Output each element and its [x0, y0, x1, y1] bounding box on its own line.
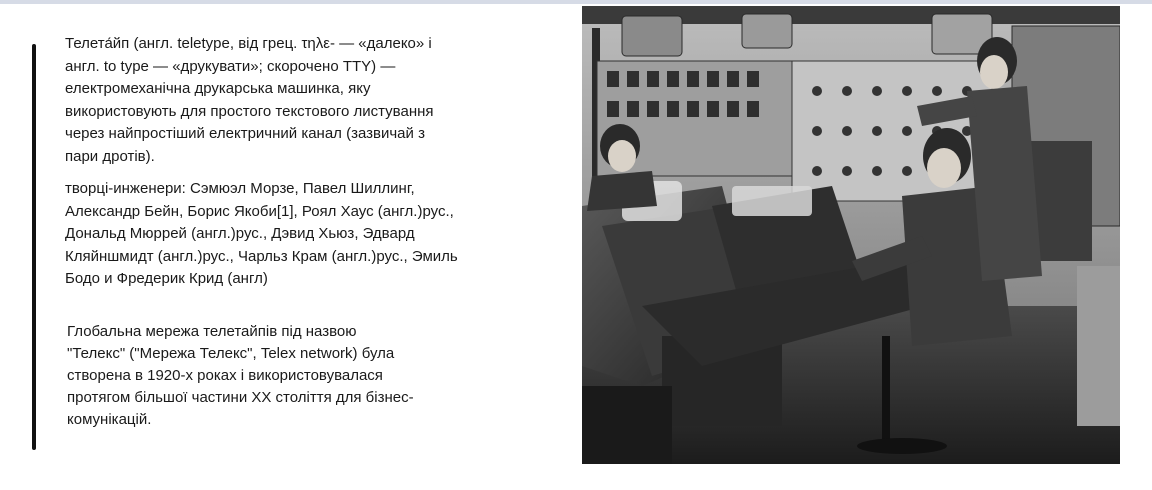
inventors-paragraph: творці-инженери: Сэмюэл Морзе, Павел Шиллинг, Александр Бейн, Борис Якоби[1], Роял Хаус (англ.)рус., Дональд Мюррей (англ.)рус., Дэвид Хьюз, Эдвард Кляйншмидт (англ.)рус., Чарльз Крам (англ.)рус., Эмиль Бодо и Фредерик Крид (англ)	[65, 180, 458, 287]
left-vertical-rule	[32, 44, 36, 450]
telex-paragraph: Глобальна мережа телетайпів під назвою "Телекс" ("Мережа Телекс", Telex network) була створена в 1920-х роках і використовувалася протягом більшої частини XX століття для бізнес- комунікацій.	[67, 323, 414, 428]
definition-paragraph: Телета́йп (англ. teletype, від грец. τηλε- — «далеко» і англ. to type — «друкувати»; скорочено TTY) — електромеханічна друкарська машинка, яку використовують для простого текстового листування через найпростіший електричний канал (зазвичай з пари дротів).	[65, 35, 434, 165]
teletype-operators-photo	[582, 6, 1120, 464]
top-band	[0, 0, 1152, 4]
